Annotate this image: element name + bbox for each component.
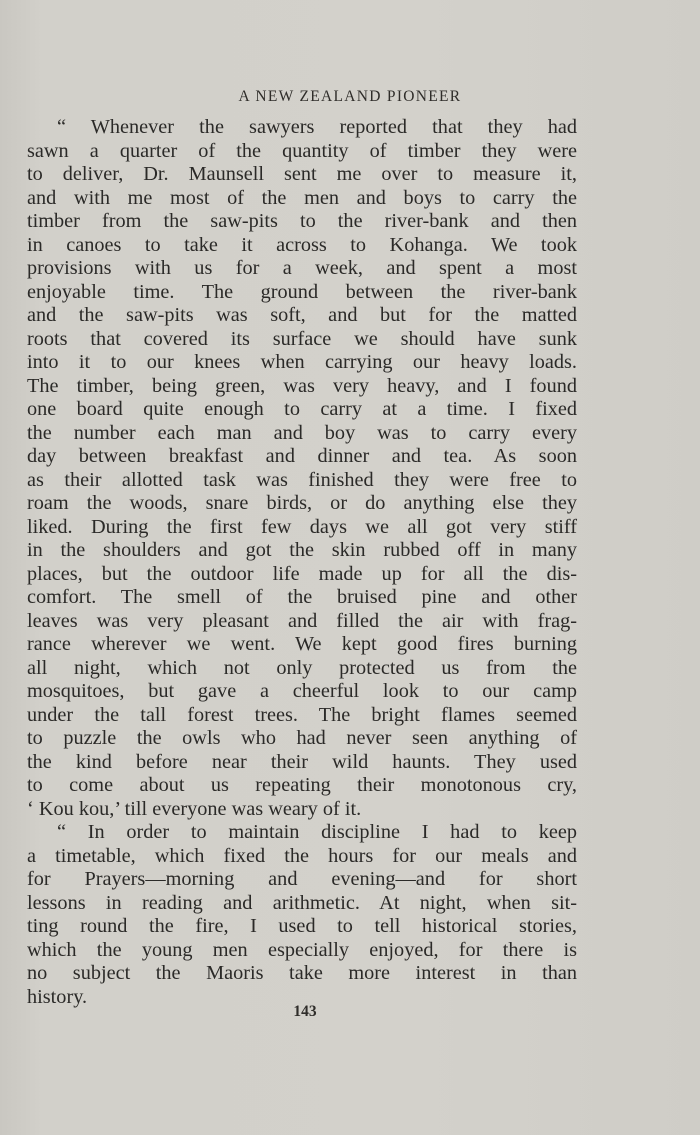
text-line: enjoyable time. The ground between the river-bank	[27, 280, 577, 303]
text-line: and with me most of the men and boys to carry the	[27, 186, 577, 209]
text-line: rance wherever we went. We kept good fires burning	[27, 633, 577, 655]
text-line: which the young men especially enjoyed, for there is	[27, 938, 577, 961]
text-line: all night, which not only protected us from the	[27, 656, 577, 679]
text-line: liked. During the first few days we all got very stiff	[27, 515, 577, 538]
text-line: roam the woods, snare birds, or do anything else they	[27, 492, 577, 514]
text-line: into it to our knees when carrying our heavy loads.	[27, 351, 577, 373]
text-line: comfort. The smell of the bruised pine and other	[27, 586, 577, 608]
text-line: day between breakfast and dinner and tea. As soon	[27, 445, 577, 467]
text-line: mosquitoes, but gave a cheerful look to our camp	[27, 680, 577, 702]
text-line: to puzzle the owls who had never seen anything of	[27, 727, 577, 749]
text-line: under the tall forest trees. The bright flames seemed	[27, 703, 577, 726]
text-line: provisions with us for a week, and spent a most	[27, 257, 577, 279]
text-line: in canoes to take it across to Kohanga. We took	[27, 233, 577, 256]
text-line: sawn a quarter of the quantity of timber they were	[27, 139, 577, 162]
text-line: ting round the fire, I used to tell historical stories,	[27, 915, 577, 937]
body-text	[27, 116, 577, 1009]
text-line: no subject the Maoris take more interest in than	[27, 962, 577, 984]
text-line: in the shoulders and got the skin rubbed off in many	[27, 539, 577, 561]
text-line: to come about us repeating their monotonous cry,	[27, 774, 577, 796]
text-line: ‘ Kou kou,’ till everyone was weary of it.	[27, 797, 362, 820]
text-line: to deliver, Dr. Maunsell sent me over to measure it,	[27, 163, 577, 185]
text-line: history.	[27, 985, 88, 1008]
running-head: A NEW ZEALAND PIONEER	[238, 88, 462, 105]
text-line: a timetable, which fixed the hours for our meals and	[27, 844, 577, 867]
text-line: timber from the saw-pits to the river-bank and then	[27, 210, 577, 232]
text-line: the kind before near their wild haunts. They used	[27, 750, 577, 773]
text-line: lessons in reading and arithmetic. At night, when sit-	[27, 891, 577, 914]
text-line: “ Whenever the sawyers reported that they had	[57, 116, 577, 138]
text-line: “ In order to maintain discipline I had to keep	[57, 821, 577, 843]
text-line: the number each man and boy was to carry every	[27, 421, 577, 444]
text-line: and the saw-pits was soft, and but for the matted	[27, 304, 577, 326]
text-line: places, but the outdoor life made up for all the dis-	[27, 562, 577, 585]
text-line: The timber, being green, was very heavy, and I found	[27, 374, 577, 397]
text-line: roots that covered its surface we should have sunk	[27, 327, 577, 350]
text-line: for Prayers—morning and evening—and for short	[27, 868, 577, 890]
page-number: 143	[293, 1003, 317, 1020]
text-line: one board quite enough to carry at a time. I fixed	[27, 398, 577, 420]
text-line: as their allotted task was finished they were free to	[27, 468, 577, 491]
text-line: leaves was very pleasant and filled the air with frag-	[27, 609, 577, 632]
